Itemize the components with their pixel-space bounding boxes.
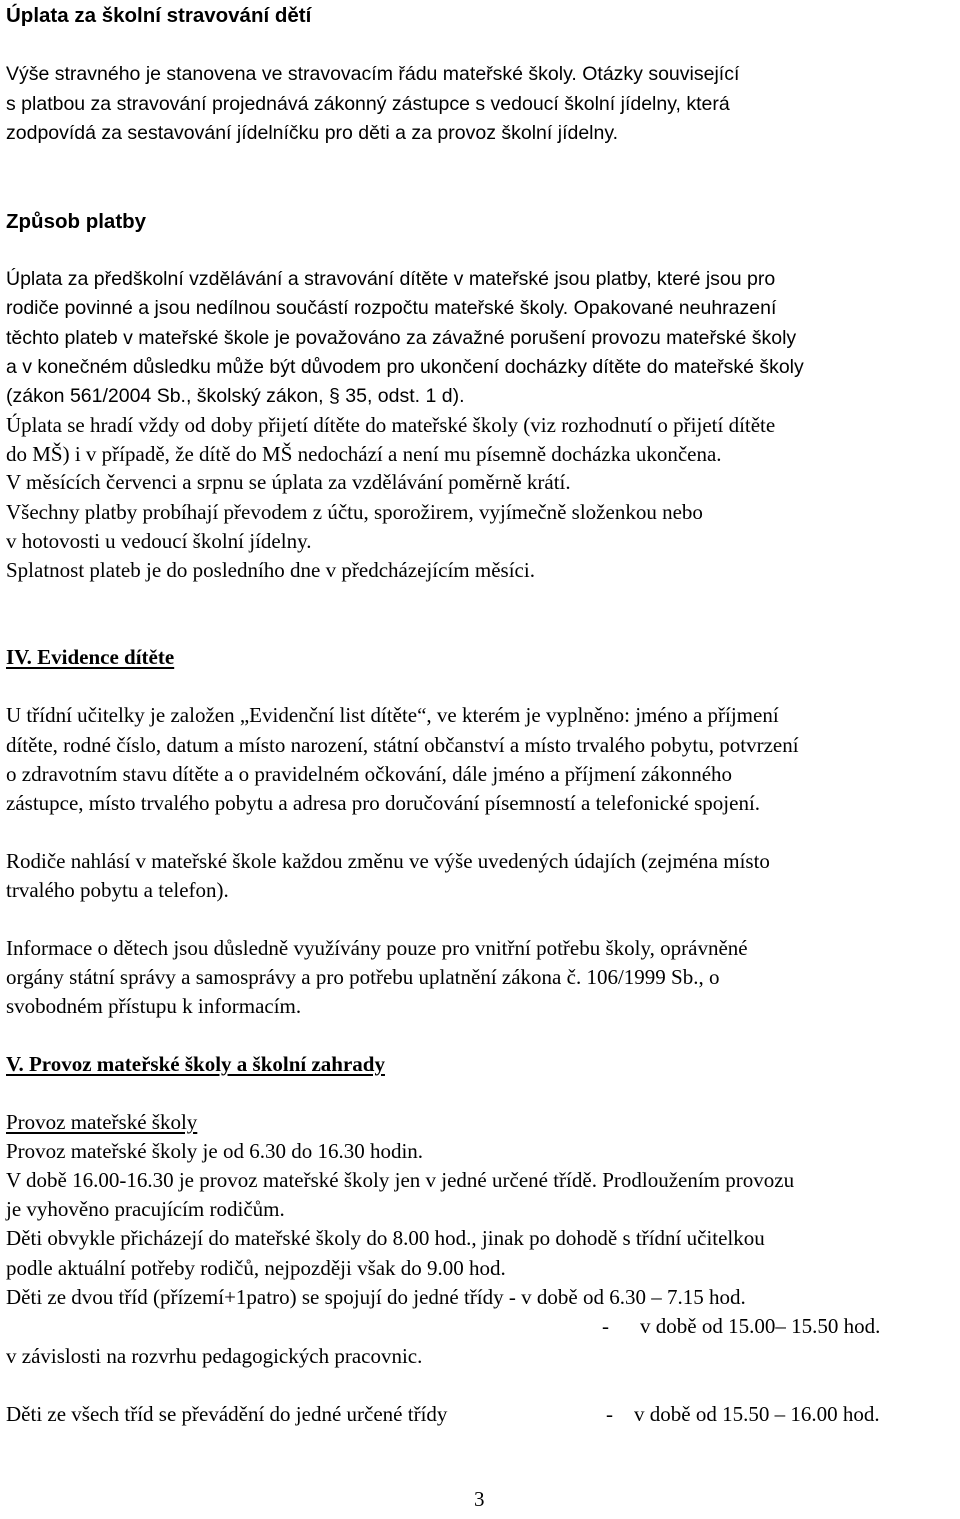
iv-p1-line-3: o zdravotním stavu dítěte a o pravidelném očkování, dále jméno a příjmení zákonného bbox=[6, 762, 733, 786]
payment-more-line-1: Úplata se hradí vždy od doby přijetí dítěte do mateřské školy (viz rozhodnutí o přijetí dítěte bbox=[6, 413, 776, 437]
law-reference-end: , školský zákon, § 35, odst. 1 d). bbox=[185, 385, 465, 407]
operation-line-1: Provoz mateřské školy je od 6.30 do 16.30 hodin. bbox=[6, 1139, 424, 1163]
meal-para-line-1: Výše stravného je stanovena ve stravovacím řádu mateřské školy. Otázky související bbox=[6, 63, 740, 85]
payment-line-2 bbox=[6, 297, 776, 320]
iv-p3-line-3: svobodném přístupu k informacím. bbox=[6, 994, 302, 1018]
payment-line-1: Úplata za předškolní vzdělávání a stravování dítěte v mateřské jsou platby, které jsou pro bbox=[6, 268, 776, 290]
merge-line-2-time: v době od 15.00– 15.50 hod. bbox=[640, 1314, 881, 1338]
operation-line-3: je vyhověno pracujícím rodičům. bbox=[6, 1197, 285, 1221]
merge-line-2-dash: - bbox=[602, 1314, 609, 1338]
iv-p1-line-2: dítěte, rodné číslo, datum a místo narození, státní občanství a místo trvalého pobytu, potvrzení bbox=[6, 733, 799, 757]
merge-line-1: Děti ze dvou tříd (přízemí+1patro) se spojují do jedné třídy - v době od 6.30 – 7.15 hod. bbox=[6, 1285, 746, 1309]
iv-p2-line-1: Rodiče nahlásí v mateřské škole každou změnu ve výše uvedených údajích (zejména místo bbox=[6, 849, 770, 873]
meal-para-line-3: zodpovídá za sestavování jídelníčku pro děti a za provoz školní jídelny. bbox=[6, 122, 619, 144]
meal-para-line-2: s platbou za stravování projednává zákonný zástupce s vedoucí školní jídelny, která bbox=[6, 93, 730, 115]
iv-p1-line-4: zástupce, místo trvalého pobytu a adresa pro doručování písemností a telefonické spojení. bbox=[6, 791, 761, 815]
merge2-time: v době od 15.50 – 16.00 hod. bbox=[634, 1402, 880, 1426]
merge-line-3: v závislosti na rozvrhu pedagogických pracovnic. bbox=[6, 1344, 423, 1368]
payment-line-2-tail: Opakované neuhrazení bbox=[573, 297, 777, 319]
heading-meal-payment: Úplata za školní stravování dětí bbox=[6, 4, 312, 27]
heading-payment-method: Způsob platby bbox=[6, 210, 147, 233]
heading-section-iv: IV. Evidence dítěte bbox=[6, 645, 175, 669]
operation-line-5: podle aktuální potřeby rodičů, nejpozději však do 9.00 hod. bbox=[6, 1256, 506, 1280]
iv-p1-line-1: U třídní učitelky je založen „Evidenční list dítěte“, ve kterém je vyplněno: jméno a příjmení bbox=[6, 703, 779, 727]
payment-line-3: těchto plateb v mateřské škole je považováno za závažné porušení provozu mateřské školy bbox=[6, 327, 797, 349]
iv-p3-line-1: Informace o dětech jsou důsledně využívány pouze pro vnitřní potřebu školy, oprávněné bbox=[6, 936, 748, 960]
law-reference-start: (zákon 561/2004 Sb. bbox=[6, 385, 186, 407]
iv-p2-line-2: trvalého pobytu a telefon). bbox=[6, 878, 229, 902]
subheading-operation: Provoz mateřské školy bbox=[6, 1110, 198, 1134]
page-number: 3 bbox=[474, 1487, 485, 1511]
operation-line-2: V době 16.00-16.30 je provoz mateřské školy jen v jedné určené třídě. Prodloužením provozu bbox=[6, 1168, 795, 1192]
payment-line-4: a v konečném důsledku může být důvodem pro ukončení docházky dítěte do mateřské školy bbox=[6, 356, 804, 378]
payment-more-line-3: V měsících červenci a srpnu se úplata za vzdělávání poměrně krátí. bbox=[6, 470, 571, 494]
payment-line-2-text: rodiče povinné a jsou nedílnou součástí rozpočtu mateřské školy. bbox=[6, 297, 569, 319]
payment-line-5 bbox=[6, 385, 465, 408]
heading-section-v: V. Provoz mateřské školy a školní zahrady bbox=[6, 1052, 385, 1076]
payment-more-line-4: Všechny platby probíhají převodem z účtu, sporožirem, vyjímečně složenkou nebo bbox=[6, 500, 703, 524]
merge2-dash: - bbox=[606, 1402, 613, 1426]
iv-p3-line-2: orgány státní správy a samosprávy a pro potřebu uplatnění zákona č. 106/1999 Sb., o bbox=[6, 965, 720, 989]
payment-more-line-6: Splatnost plateb je do posledního dne v předcházejícím měsíci. bbox=[6, 558, 535, 582]
payment-more-line-2: do MŠ) i v případě, že dítě do MŠ nedochází a není mu písemně docházka ukončena. bbox=[6, 442, 722, 466]
operation-line-4: Děti obvykle přicházejí do mateřské školy do 8.00 hod., jinak po dohodě s třídní učitelkou bbox=[6, 1226, 765, 1250]
payment-more-line-5: v hotovosti u vedoucí školní jídelny. bbox=[6, 529, 312, 553]
merge2-lead: Děti ze všech tříd se převádění do jedné určené třídy bbox=[6, 1402, 448, 1426]
